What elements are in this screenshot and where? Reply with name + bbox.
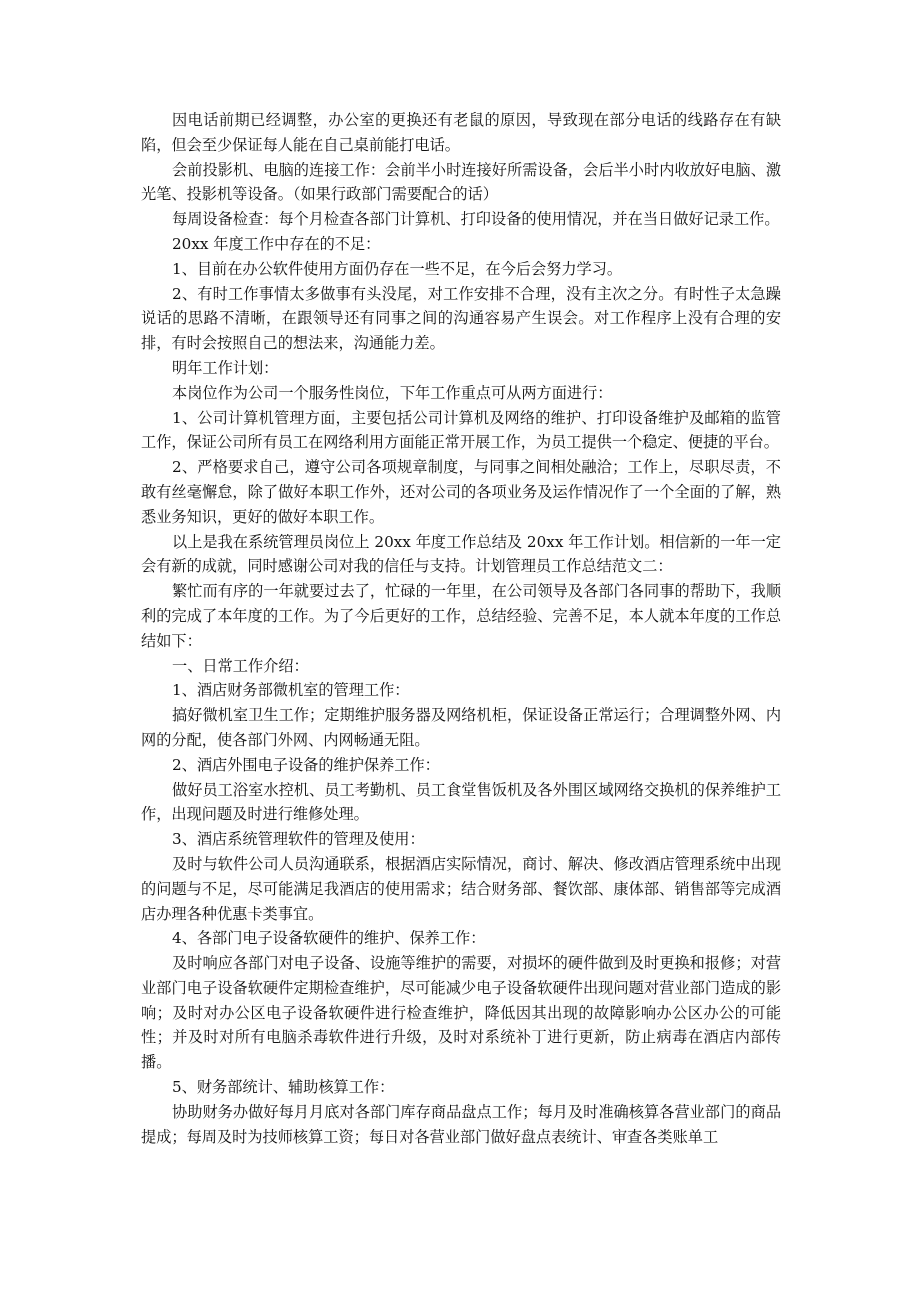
paragraph-weekly-check: 每周设备检查：每个月检查各部门计算机、打印设备的使用情况，并在当日做好记录工作。 (172, 210, 780, 229)
heading-next-year-plan: 明年工作计划： (172, 358, 279, 377)
paragraph-phone-lines: 因电话前期已经调整，办公室的更换还有老鼠的原因，导致现在部分电话的线路存在有缺陷，但会至少保证每人能在自己桌前能打电话。 (141, 111, 781, 154)
paragraph-item-1: 搞好微机室卫生工作；定期维护服务器及网络机柜，保证设备正常运行；合理调整外网、内网的分配，使各部门外网、内网畅通无阻。 (141, 706, 781, 749)
paragraph-item-5: 协助财务办做好每月月底对各部门库存商品盘点工作；每月及时准确核算各营业部门的商品提成；每周及时为技师核算工资；每日对各营业部门做好盘点表统计、审查各类账单工 (141, 1102, 781, 1146)
heading-daily-work: 一、日常工作介绍： (172, 656, 309, 675)
paragraph-item-2: 做好员工浴室水控机、员工考勤机、员工食堂售饭机及各外围区域网络交换机的保养维护工作，出现问题及时进行维修处理。 (141, 780, 781, 824)
heading-item-5: 5、财务部统计、辅助核算工作： (172, 1078, 395, 1097)
heading-item-4: 4、各部门电子设备软硬件的维护、保养工作： (172, 929, 486, 948)
paragraph-item-3: 及时与软件公司人员沟通联系，根据酒店实际情况，商讨、解决、修改酒店管理系统中出现的问题与不足，尽可能满足我酒店的使用需求；结合财务部、餐饮部、康体部、销售部等完成酒店办理各种优惠卡类事宜。 (141, 854, 781, 923)
paragraph-plan-2: 2、严格要求自己，遵守公司各项规章制度，与同事之间相处融洽；工作上，尽职尽责，不敢有丝毫懈怠，除了做好本职工作外，还对公司的各项业务及运作情况作了一个全面的了解，熟悉业务知识，更好的做好本职工作。 (141, 458, 781, 526)
paragraph-sample-two-intro: 繁忙而有序的一年就要过去了，忙碌的一年里，在公司领导及各部门各同事的帮助下，我顺利的完成了本年度的工作。为了今后更好的工作，总结经验、完善不足，本人就本年度的工作总结如下： (141, 582, 781, 650)
paragraph-item-4: 及时响应各部门对电子设备、设施等维护的需要，对损坏的硬件做到及时更换和报修；对营业部门电子设备软硬件定期检查维护，尽可能减少电子设备软硬件出现问题对营业部门造成的影响；及时对办公区电子设备软硬件进行检查维护，降低因其出现的故障影响办公区办公的可能性；并及时对所有电脑杀毒软件进行升级，及时对系统补丁进行更新，防止病毒在酒店内部传播。 (141, 954, 781, 1072)
paragraph-projector-setup: 会前投影机、电脑的连接工作：会前半小时连接好所需设备，会后半小时内收放好电脑、激光笔、投影机等设备。（如果行政部门需要配合的话） (141, 160, 781, 204)
heading-shortcomings: 20xx 年度工作中存在的不足： (172, 234, 381, 253)
heading-item-1: 1、酒店财务部微机室的管理工作： (172, 681, 410, 700)
paragraph-shortcoming-2: 2、有时工作事情太多做事有头没尾，对工作安排不合理，没有主次之分。有时性子太急躁说话的思路不清晰，在跟领导还有同事之间的沟通容易产生误会。对工作程序上没有合理的安排，有时会按照自己的想法来，沟通能力差。 (141, 284, 781, 353)
paragraph-shortcoming-1: 1、目前在办公软件使用方面仍存在一些不足，在今后会努力学习。 (172, 259, 623, 278)
paragraph-plan-intro: 本岗位作为公司一个服务性岗位，下年工作重点可从两方面进行： (172, 383, 613, 402)
heading-item-2: 2、酒店外围电子设备的维护保养工作： (172, 755, 440, 774)
document-body (141, 108, 781, 1149)
paragraph-plan-1: 1、公司计算机管理方面，主要包括公司计算机及网络的维护、打印设备维护及邮箱的监管工作，保证公司所有员工在网络利用方面能正常开展工作，为员工提供一个稳定、便捷的平台。 (141, 408, 781, 452)
paragraph-summary-closing: 以上是我在系统管理员岗位上 20xx 年度工作总结及 20xx 年工作计划。相信新的一年一定会有新的成就，同时感谢公司对我的信任与支持。计划管理员工作总结范文二： (141, 532, 781, 576)
heading-item-3: 3、酒店系统管理软件的管理及使用： (172, 830, 425, 849)
